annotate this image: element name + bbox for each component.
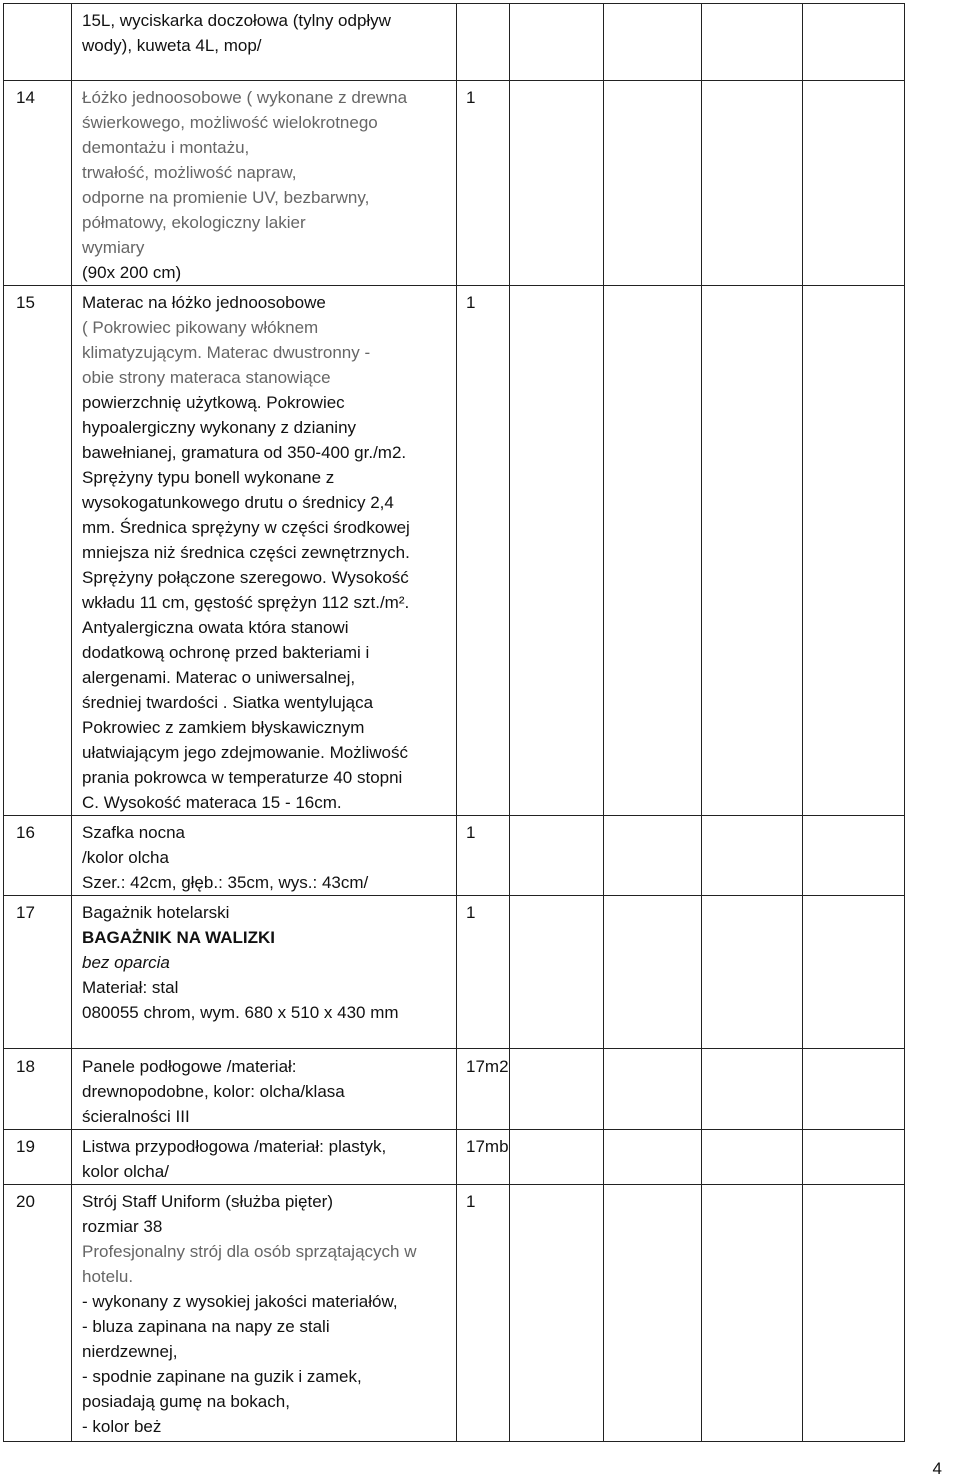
description-line: wody), kuweta 4L, mop/ xyxy=(82,36,262,55)
empty-cell xyxy=(510,816,604,896)
table-row xyxy=(4,896,905,1049)
description-line: Listwa przypodłogowa /materiał: plastyk, xyxy=(82,1137,387,1156)
description-line: świerkowego, możliwość wielokrotnego xyxy=(82,113,378,132)
empty-cell xyxy=(803,286,905,816)
description-line: 080055 chrom, wym. 680 x 510 x 430 mm xyxy=(82,1003,399,1022)
description-line: mm. Średnica sprężyny w części środkowej xyxy=(82,518,410,537)
empty-cell xyxy=(604,1130,702,1185)
description-line: prania pokrowca w temperaturze 40 stopni xyxy=(82,768,403,787)
table-body xyxy=(4,4,905,1442)
table-row xyxy=(4,4,905,81)
empty-cell xyxy=(604,1185,702,1442)
description-line: Materiał: stal xyxy=(82,978,179,997)
quantity-cell: 17m2 xyxy=(457,1049,510,1130)
table-row xyxy=(4,286,905,816)
empty-cell xyxy=(702,286,803,816)
description-line: kolor olcha/ xyxy=(82,1162,169,1181)
description-line: odporne na promienie UV, bezbarwny, xyxy=(82,188,370,207)
empty-cell xyxy=(604,286,702,816)
empty-cell xyxy=(803,1130,905,1185)
description-line: demontażu i montażu, xyxy=(82,138,250,157)
description-line: ścieralności III xyxy=(82,1107,190,1126)
empty-cell xyxy=(702,4,803,81)
description-line: nierdzewnej, xyxy=(82,1342,178,1361)
description-line: C. Wysokość materaca 15 - 16cm. xyxy=(82,793,342,812)
quantity-cell: 1 xyxy=(457,81,510,286)
item-description xyxy=(72,286,457,816)
description-line: Panele podłogowe /materiał: xyxy=(82,1057,297,1076)
item-description xyxy=(72,816,457,896)
quantity-cell: 1 xyxy=(457,816,510,896)
description-line: wkładu 11 cm, gęstość sprężyn 112 szt./m². xyxy=(82,593,410,612)
empty-cell xyxy=(702,896,803,1049)
row-number: 20 xyxy=(4,1185,72,1442)
empty-cell xyxy=(604,81,702,286)
empty-cell xyxy=(803,896,905,1049)
empty-cell xyxy=(604,896,702,1049)
page-number: 4 xyxy=(932,1459,942,1478)
empty-cell xyxy=(510,286,604,816)
row-number: 18 xyxy=(4,1049,72,1130)
description-line: Szafka nocna xyxy=(82,823,186,842)
description-line: Szer.: 42cm, głęb.: 35cm, wys.: 43cm/ xyxy=(82,873,369,892)
item-description xyxy=(72,1130,457,1185)
description-line: obie strony materaca stanowiące xyxy=(82,368,331,387)
description-line: Materac na łóżko jednoosobowe xyxy=(82,293,326,312)
description-line: wymiary xyxy=(82,238,145,257)
description-line: rozmiar 38 xyxy=(82,1217,163,1236)
description-line: bawełnianej, gramatura od 350-400 gr./m2. xyxy=(82,443,407,462)
empty-cell xyxy=(702,81,803,286)
item-description xyxy=(72,81,457,286)
row-number: 14 xyxy=(4,81,72,286)
table-row xyxy=(4,816,905,896)
description-line: - kolor beż xyxy=(82,1417,162,1436)
table-row xyxy=(4,1049,905,1130)
row-number: 19 xyxy=(4,1130,72,1185)
description-line: Łóżko jednoosobowe ( wykonane z drewna xyxy=(82,88,408,107)
description-line: Sprężyny typu bonell wykonane z xyxy=(82,468,335,487)
empty-cell xyxy=(510,1049,604,1130)
table-row xyxy=(4,1185,905,1442)
description-line: mniejsza niż średnica części zewnętrznych. xyxy=(82,543,410,562)
description-line: drewnopodobne, kolor: olcha/klasa xyxy=(82,1082,345,1101)
empty-cell xyxy=(702,1130,803,1185)
description-line: hypoalergiczny wykonany z dzianiny xyxy=(82,418,357,437)
empty-cell xyxy=(702,816,803,896)
empty-cell xyxy=(510,4,604,81)
description-line: powierzchnię użytkową. Pokrowiec xyxy=(82,393,345,412)
description-line: BAGAŻNIK NA WALIZKI xyxy=(82,928,275,947)
row-number: 17 xyxy=(4,896,72,1049)
quantity-cell xyxy=(457,4,510,81)
description-line: wysokogatunkowego drutu o średnicy 2,4 xyxy=(82,493,394,512)
empty-cell xyxy=(510,1185,604,1442)
description-line: alergenami. Materac o uniwersalnej, xyxy=(82,668,356,687)
description-line: półmatowy, ekologiczny lakier xyxy=(82,213,306,232)
description-line: Strój Staff Uniform (służba pięter) xyxy=(82,1192,333,1211)
empty-cell xyxy=(510,81,604,286)
empty-cell xyxy=(604,1049,702,1130)
item-description xyxy=(72,1049,457,1130)
empty-cell xyxy=(702,1049,803,1130)
description-line: klimatyzującym. Materac dwustronny - xyxy=(82,343,371,362)
table-row xyxy=(4,81,905,286)
description-line: - bluza zapinana na napy ze stali xyxy=(82,1317,330,1336)
description-line: Bagażnik hotelarski xyxy=(82,903,230,922)
quantity-cell: 1 xyxy=(457,896,510,1049)
table-row xyxy=(4,1130,905,1185)
empty-cell xyxy=(510,896,604,1049)
description-line: 15L, wyciskarka doczołowa (tylny odpływ xyxy=(82,11,391,30)
description-line: hotelu. xyxy=(82,1267,134,1286)
item-description xyxy=(72,4,457,81)
items-table xyxy=(3,3,905,1442)
description-line: ułatwiającym jego zdejmowanie. Możliwość xyxy=(82,743,408,762)
description-line: średniej twardości . Siatka wentylująca xyxy=(82,693,374,712)
description-line: dodatkową ochronę przed bakteriami i xyxy=(82,643,370,662)
empty-cell xyxy=(604,816,702,896)
item-description xyxy=(72,1185,457,1442)
empty-cell xyxy=(803,1185,905,1442)
description-line: bez oparcia xyxy=(82,953,170,972)
quantity-cell: 17mb xyxy=(457,1130,510,1185)
empty-cell xyxy=(702,1185,803,1442)
empty-cell xyxy=(510,1130,604,1185)
row-number: 15 xyxy=(4,286,72,816)
description-line: Profesjonalny strój dla osób sprzątających w xyxy=(82,1242,417,1261)
description-line: (90x 200 cm) xyxy=(82,263,182,282)
description-line: /kolor olcha xyxy=(82,848,169,867)
quantity-cell: 1 xyxy=(457,1185,510,1442)
quantity-cell: 1 xyxy=(457,286,510,816)
empty-cell xyxy=(803,816,905,896)
description-line: - spodnie zapinane na guzik i zamek, xyxy=(82,1367,362,1386)
description-line: - wykonany z wysokiej jakości materiałów, xyxy=(82,1292,398,1311)
row-number: 16 xyxy=(4,816,72,896)
description-line: ( Pokrowiec pikowany włóknem xyxy=(82,318,319,337)
empty-cell xyxy=(604,4,702,81)
description-line: posiadają gumę na bokach, xyxy=(82,1392,290,1411)
row-number xyxy=(4,4,72,81)
item-description xyxy=(72,896,457,1049)
empty-cell xyxy=(803,81,905,286)
description-line: Antyalergiczna owata która stanowi xyxy=(82,618,349,637)
empty-cell xyxy=(803,1049,905,1130)
empty-cell xyxy=(803,4,905,81)
description-line: Pokrowiec z zamkiem błyskawicznym xyxy=(82,718,365,737)
description-line: trwałość, możliwość napraw, xyxy=(82,163,297,182)
description-line: Sprężyny połączone szeregowo. Wysokość xyxy=(82,568,409,587)
